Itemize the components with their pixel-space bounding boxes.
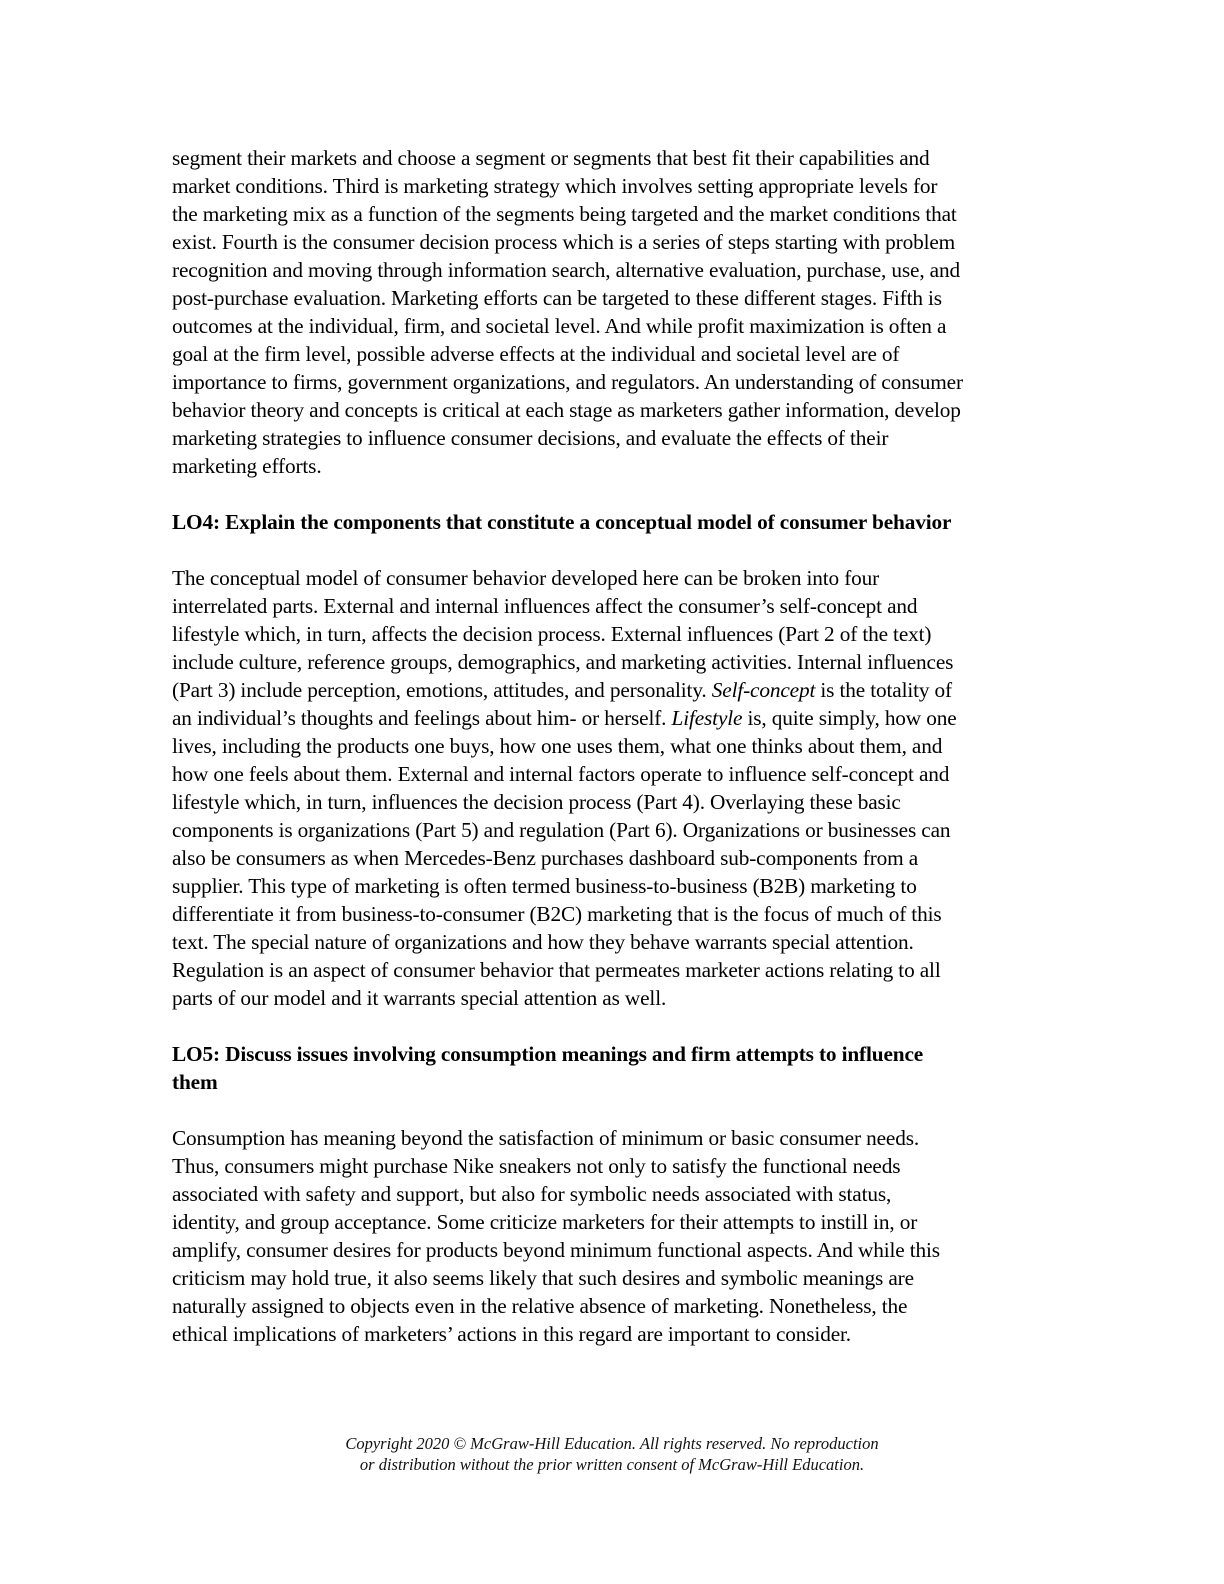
text-span: an individual’s thoughts and feelings about him- or herself.: [172, 706, 672, 730]
text-span: is the totality of: [815, 678, 952, 702]
text-line: parts of our model and it warrants special attention as well.: [172, 986, 667, 1010]
text-line: naturally assigned to objects even in the relative absence of marketing. Nonetheless, the: [172, 1294, 908, 1318]
lo4-heading: LO4: Explain the components that constitute a conceptual model of consumer behavior: [172, 510, 952, 534]
text-line: [172, 676, 1072, 704]
text-line: lifestyle which, in turn, affects the decision process. External influences (Part 2 of the text): [172, 622, 932, 646]
text-line: Regulation is an aspect of consumer behavior that permeates marketer actions relating to all: [172, 958, 941, 982]
text-line: recognition and moving through information search, alternative evaluation, purchase, use, and: [172, 258, 960, 282]
text-line: importance to firms, government organizations, and regulators. An understanding of consumer: [172, 370, 963, 394]
text-line: Thus, consumers might purchase Nike sneakers not only to satisfy the functional needs: [172, 1154, 901, 1178]
text-line: segment their markets and choose a segment or segments that best fit their capabilities and: [172, 146, 930, 170]
term-lifestyle: Lifestyle: [671, 706, 743, 730]
intro-paragraph: [172, 144, 1072, 480]
text-line: Consumption has meaning beyond the satisfaction of minimum or basic consumer needs.: [172, 1126, 920, 1150]
text-line: [172, 704, 1072, 732]
lo5-paragraph: [172, 1124, 1072, 1348]
text-line: lifestyle which, in turn, influences the decision process (Part 4). Overlaying these basic: [172, 790, 901, 814]
text-line: also be consumers as when Mercedes-Benz purchases dashboard sub-components from a: [172, 846, 919, 870]
text-line: associated with safety and support, but also for symbolic needs associated with status,: [172, 1182, 892, 1206]
spacer: [172, 1096, 1072, 1124]
heading-line: LO5: Discuss issues involving consumption meanings and firm attempts to influence: [172, 1042, 924, 1066]
text-line: exist. Fourth is the consumer decision process which is a series of steps starting with problem: [172, 230, 956, 254]
text-line: include culture, reference groups, demographics, and marketing activities. Internal influences: [172, 650, 954, 674]
lo5-heading: [172, 1040, 1072, 1096]
text-line: differentiate it from business-to-consumer (B2C) marketing that is the focus of much of this: [172, 902, 942, 926]
text-line: interrelated parts. External and internal influences affect the consumer’s self-concept and: [172, 594, 918, 618]
text-line: how one feels about them. External and internal factors operate to influence self-concept and: [172, 762, 950, 786]
text-line: ethical implications of marketers’ actions in this regard are important to consider.: [172, 1322, 851, 1346]
text-line: identity, and group acceptance. Some criticize marketers for their attempts to instill in, or: [172, 1210, 918, 1234]
lo4-paragraph: [172, 564, 1072, 1012]
text-line: components is organizations (Part 5) and regulation (Part 6). Organizations or businesses can: [172, 818, 951, 842]
text-line: criticism may hold true, it also seems likely that such desires and symbolic meanings are: [172, 1266, 914, 1290]
text-line: The conceptual model of consumer behavior developed here can be broken into four: [172, 566, 880, 590]
document-page: [172, 144, 1072, 1348]
text-line: goal at the firm level, possible adverse effects at the individual and societal level are of: [172, 342, 900, 366]
text-line: supplier. This type of marketing is often termed business-to-business (B2B) marketing to: [172, 874, 917, 898]
text-line: market conditions. Third is marketing strategy which involves setting appropriate levels for: [172, 174, 938, 198]
spacer: [172, 536, 1072, 564]
text-line: text. The special nature of organizations and how they behave warrants special attention.: [172, 930, 914, 954]
text-line: outcomes at the individual, firm, and societal level. And while profit maximization is often a: [172, 314, 947, 338]
footer-line: or distribution without the prior written consent of McGraw-Hill Education.: [359, 1455, 865, 1474]
text-span: (Part 3) include perception, emotions, attitudes, and personality.: [172, 678, 712, 702]
text-line: behavior theory and concepts is critical at each stage as marketers gather information, develop: [172, 398, 961, 422]
spacer: [172, 480, 1072, 508]
term-self-concept: Self-concept: [711, 678, 816, 702]
spacer: [172, 1012, 1072, 1040]
text-line: the marketing mix as a function of the segments being targeted and the market conditions that: [172, 202, 957, 226]
text-line: lives, including the products one buys, how one uses them, what one thinks about them, and: [172, 734, 943, 758]
copyright-footer: [0, 1433, 1224, 1475]
footer-line: Copyright 2020 © McGraw-Hill Education. All rights reserved. No reproduction: [345, 1434, 879, 1453]
text-line: post-purchase evaluation. Marketing efforts can be targeted to these different stages. Fifth is: [172, 286, 942, 310]
heading-line: them: [172, 1070, 218, 1094]
text-line: amplify, consumer desires for products beyond minimum functional aspects. And while this: [172, 1238, 940, 1262]
text-line: marketing strategies to influence consumer decisions, and evaluate the effects of their: [172, 426, 889, 450]
text-line: marketing efforts.: [172, 454, 322, 478]
text-span: is, quite simply, how one: [742, 706, 957, 730]
